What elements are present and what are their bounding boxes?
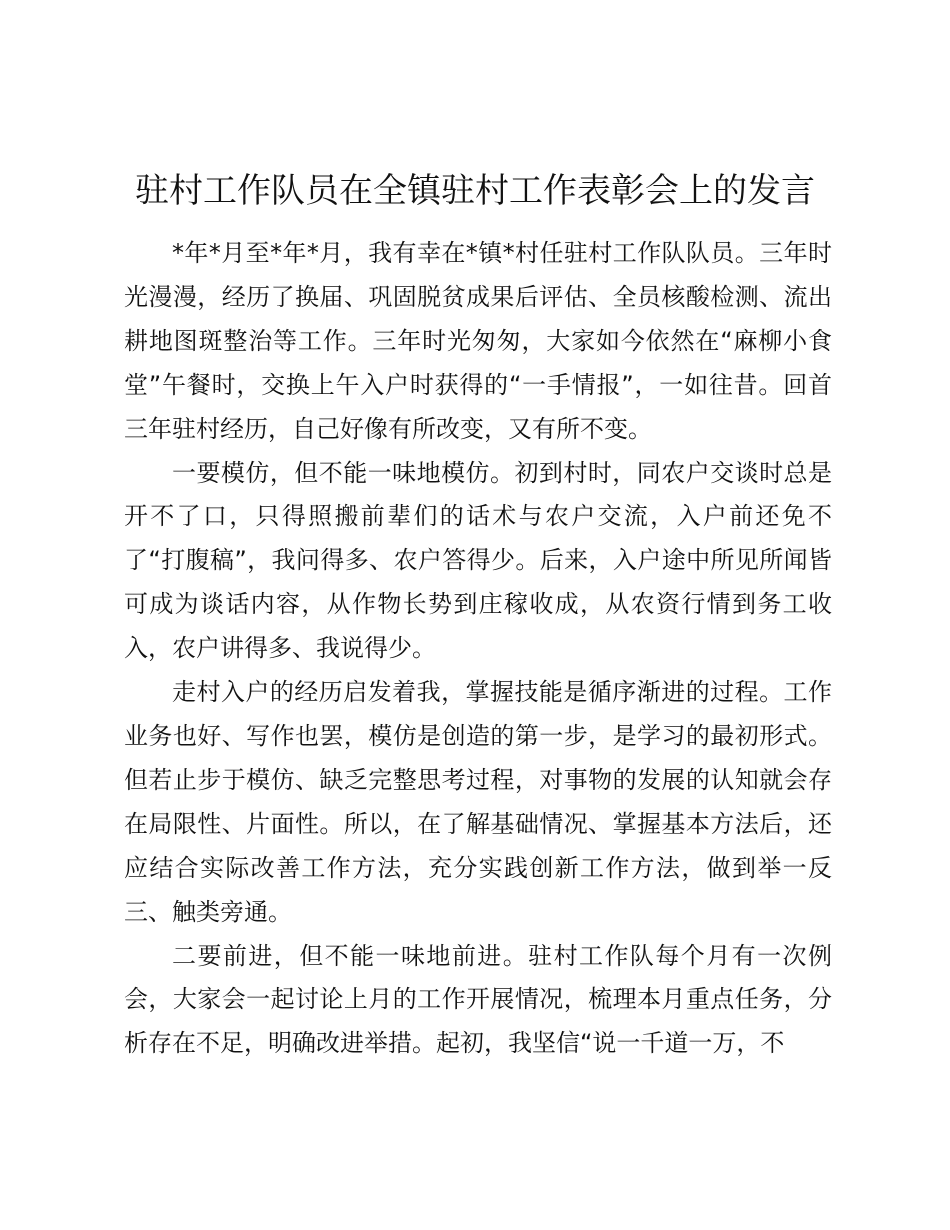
document-body — [124, 232, 832, 1066]
paragraph-3: 走村入户的经历启发着我，掌握技能是循序渐进的过程。工作业务也好、写作也罢，模仿是创造的第一步，是学习的最初形式。但若止步于模仿、缺乏完整思考过程，对事物的发展的认知就会存在局限性、片面性。所以，在了解基础情况、掌握基本方法后，还应结合实际改善工作方法，充分实践创新工作方法，做到举一反三、触类旁通。 — [124, 678, 832, 926]
paragraph-2: 一要模仿，但不能一味地模仿。初到村时，同农户交谈时总是开不了口，只得照搬前辈们的话术与农户交流，入户前还免不了“打腹稿”，我问得多、农户答得少。后来，入户途中所见所闻皆可成为谈话内容，从作物长势到庄稼收成，从农资行情到务工收入，农户讲得多、我说得少。 — [124, 458, 832, 663]
document-title: 驻村工作队员在全镇驻村工作表彰会上的发言 — [135, 171, 815, 211]
paragraph-4: 二要前进，但不能一味地前进。驻村工作队每个月有一次例会，大家会一起讨论上月的工作开展情况，梳理本月重点任务，分析存在不足，明确改进举措。起初，我坚信“说一千道一万，不 — [124, 941, 832, 1058]
paragraph-1: *年*月至*年*月，我有幸在*镇*村任驻村工作队队员。三年时光漫漫，经历了换届、巩固脱贫成果后评估、全员核酸检测、流出耕地图斑整治等工作。三年时光匆匆，大家如今依然在“麻柳小食堂”午餐时，交换上午入户时获得的“一手情报”，一如往昔。回首三年驻村经历，自己好像有所改变，又有所不变。 — [124, 239, 832, 443]
